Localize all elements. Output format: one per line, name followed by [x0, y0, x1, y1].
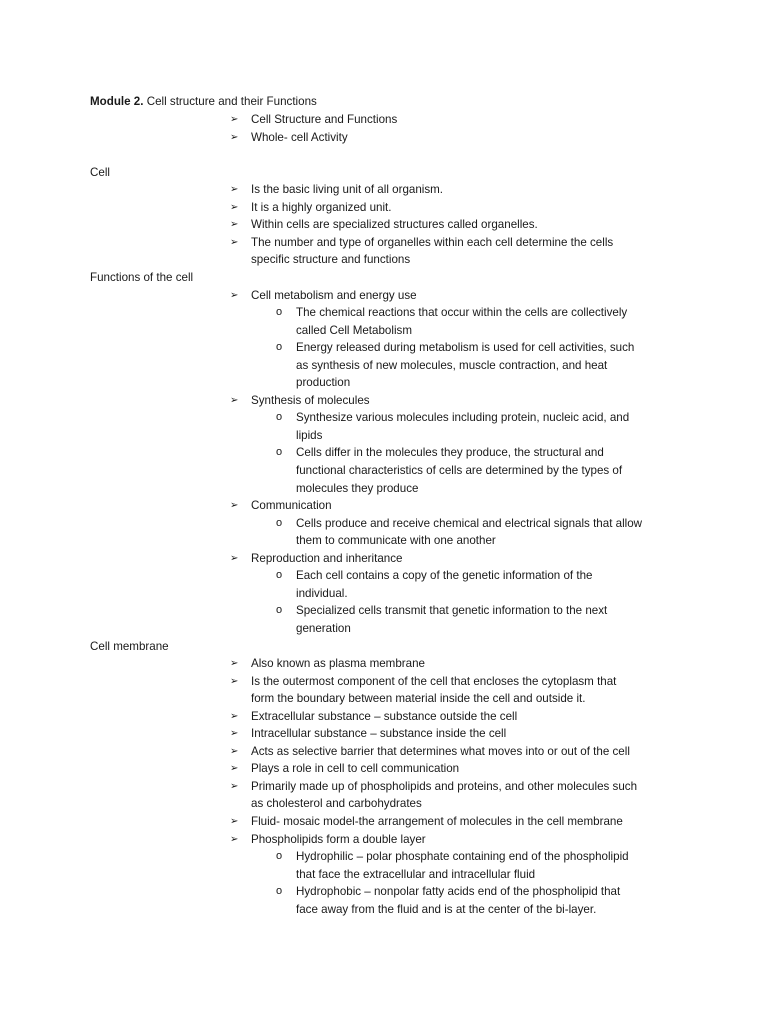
- arrow-bullet-icon: ➢: [230, 728, 239, 740]
- function-sub-item: Cells differ in the molecules they produce, the structural and: [296, 446, 604, 460]
- membrane-list-item: Plays a role in cell to cell communication: [251, 762, 460, 776]
- arrow-bullet-icon: ➢: [230, 500, 239, 512]
- membrane-list-item: Phospholipids form a double layer: [251, 832, 426, 846]
- arrow-bullet-icon: ➢: [230, 201, 239, 213]
- membrane-sub-item: Hydrophobic – nonpolar fatty acids end of the phospholipid that: [296, 885, 621, 899]
- module-heading: [90, 93, 317, 111]
- function-sub-item: Synthesize various molecules including protein, nucleic acid, and: [296, 411, 630, 425]
- circle-bullet-icon: o: [276, 516, 283, 529]
- membrane-list-item: Intracellular substance – substance inside the cell: [251, 727, 507, 741]
- function-list-item: Communication: [251, 499, 332, 513]
- circle-bullet-icon: o: [276, 411, 283, 424]
- arrow-bullet-icon: ➢: [230, 219, 239, 231]
- function-sub-item: Each cell contains a copy of the genetic information of the: [296, 569, 593, 583]
- membrane-list-item: Primarily made up of phospholipids and proteins, and other molecules such: [251, 779, 638, 793]
- function-sub-item: functional characteristics of cells are determined by the types of: [296, 464, 623, 477]
- arrow-bullet-icon: ➢: [230, 710, 239, 722]
- arrow-bullet-icon: ➢: [230, 289, 239, 301]
- function-sub-item: generation: [296, 621, 351, 635]
- function-sub-item: as synthesis of new molecules, muscle contraction, and heat: [296, 358, 608, 372]
- arrow-bullet-icon: ➢: [230, 658, 239, 670]
- module-label: Module 2.: [90, 95, 144, 108]
- arrow-bullet-icon: ➢: [230, 816, 239, 827]
- circle-bullet-icon: o: [276, 306, 283, 319]
- circle-bullet-icon: o: [276, 604, 283, 617]
- cell-list-item: Within cells are specialized structures called organelles.: [251, 218, 538, 232]
- membrane-sub-item: Hydrophilic – polar phosphate containing end of the phospholipid: [296, 850, 629, 864]
- arrow-bullet-icon: ➢: [230, 184, 239, 196]
- circle-bullet-icon: o: [276, 569, 283, 582]
- function-list-item: Reproduction and inheritance: [251, 551, 403, 565]
- function-sub-item: them to communicate with one another: [296, 534, 496, 548]
- module-title: Cell structure and their Functions: [146, 95, 317, 108]
- function-sub-item: lipids: [296, 428, 323, 442]
- cell-list-item: The number and type of organelles within each cell determine the cells: [251, 235, 614, 249]
- function-sub-item: The chemical reactions that occur within the cells are collectively: [296, 306, 628, 320]
- arrow-bullet-icon: ➢: [230, 780, 239, 792]
- membrane-list-item: Also known as plasma membrane: [251, 657, 425, 671]
- membrane-sub-item: face away from the fluid and is at the center of the bi-layer.: [296, 902, 597, 916]
- function-sub-item: molecules they produce: [296, 481, 419, 495]
- circle-bullet-icon: o: [276, 446, 283, 459]
- circle-bullet-icon: o: [276, 850, 283, 863]
- function-sub-item: Specialized cells transmit that genetic information to the next: [296, 604, 608, 618]
- function-sub-item: Cells produce and receive chemical and electrical signals that allow: [296, 516, 643, 530]
- membrane-list-item: Extracellular substance – substance outside the cell: [251, 709, 518, 723]
- arrow-bullet-icon: ➢: [230, 833, 239, 845]
- section-heading-functions: Functions of the cell: [90, 270, 194, 284]
- membrane-list-item: Acts as selective barrier that determines what moves into or out of the cell: [251, 744, 630, 758]
- arrow-bullet-icon: ➢: [230, 114, 239, 125]
- membrane-list-item: Is the outermost component of the cell that encloses the cytoplasm that: [251, 674, 617, 688]
- circle-bullet-icon: o: [276, 885, 283, 898]
- cell-list-item: Is the basic living unit of all organism.: [251, 183, 444, 197]
- membrane-list-item: Fluid- mosaic model-the arrangement of molecules in the cell membrane: [251, 815, 623, 828]
- section-heading-cell-membrane: Cell membrane: [90, 639, 169, 653]
- function-sub-item: called Cell Metabolism: [296, 323, 412, 337]
- arrow-bullet-icon: ➢: [230, 675, 239, 687]
- membrane-sub-item: that face the extracellular and intracellular fluid: [296, 867, 536, 881]
- intro-item: Cell Structure and Functions: [251, 113, 398, 126]
- cell-list-item: specific structure and functions: [251, 253, 411, 267]
- intro-item: Whole- cell Activity: [251, 130, 348, 144]
- function-sub-item: production: [296, 376, 351, 390]
- arrow-bullet-icon: ➢: [230, 745, 239, 757]
- function-sub-item: Energy released during metabolism is used for cell activities, such: [296, 341, 635, 355]
- arrow-bullet-icon: ➢: [230, 236, 239, 248]
- circle-bullet-icon: o: [276, 341, 283, 354]
- arrow-bullet-icon: ➢: [230, 131, 239, 143]
- arrow-bullet-icon: ➢: [230, 394, 239, 406]
- membrane-list-item: form the boundary between material inside the cell and outside it.: [251, 692, 586, 706]
- function-list-item: Synthesis of molecules: [251, 393, 370, 407]
- function-sub-item: individual.: [296, 586, 348, 600]
- function-list-item: Cell metabolism and energy use: [251, 288, 417, 302]
- section-heading-cell: Cell: [90, 165, 110, 179]
- cell-list-item: It is a highly organized unit.: [251, 200, 392, 214]
- arrow-bullet-icon: ➢: [230, 552, 239, 564]
- membrane-list-item: as cholesterol and carbohydrates: [251, 797, 422, 811]
- arrow-bullet-icon: ➢: [230, 763, 239, 775]
